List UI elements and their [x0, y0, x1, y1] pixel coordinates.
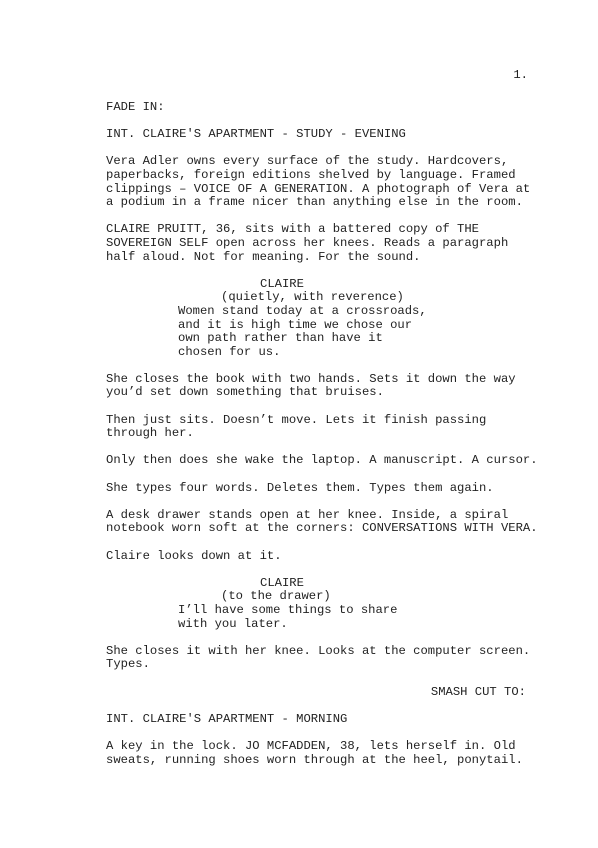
character-cue: CLAIRE — [260, 575, 304, 590]
scene-heading: INT. CLAIRE'S APARTMENT - MORNING — [106, 711, 348, 726]
action-line: She types four words. Deletes them. Types them again. — [106, 480, 494, 495]
action-line: A desk drawer stands open at her knee. Inside, a spiral notebook worn soft at the corners: CONVERSATIONS WITH VERA. — [106, 507, 538, 536]
dialogue-line: I’ll have some things to share with you later. — [178, 602, 398, 631]
character-cue: CLAIRE — [260, 276, 304, 291]
scene-heading: INT. CLAIRE'S APARTMENT - STUDY - EVENING — [106, 127, 406, 142]
fade-in-transition: FADE IN: — [106, 100, 165, 114]
dialogue-block — [106, 577, 526, 631]
screenplay-body — [106, 100, 538, 767]
action-line: She closes the book with two hands. Sets it down the way you’d set down something that bruises. — [106, 371, 516, 400]
page-number: 1. — [513, 68, 528, 82]
parenthetical: (to the drawer) — [221, 589, 331, 604]
dialogue-block — [106, 278, 526, 360]
parenthetical: (quietly, with reverence) — [221, 290, 404, 305]
action-line: She closes it with her knee. Looks at the computer screen. Types. — [106, 643, 531, 672]
action-line: Vera Adler owns every surface of the study. Hardcovers, paperbacks, foreign editions shelved by language. Framed clippings – VOICE OF A GENERATION. A photograph of Vera at a podium in a frame nicer than anything else in the room. — [106, 154, 531, 210]
action-line: A key in the lock. JO MCFADDEN, 38, lets herself in. Old sweats, running shoes worn through at the heel, ponytail. — [106, 738, 523, 767]
action-line: Claire looks down at it. — [106, 548, 282, 563]
action-line: Then just sits. Doesn’t move. Lets it finish passing through her. — [106, 412, 487, 441]
action-line: Only then does she wake the laptop. A manuscript. A cursor. — [106, 453, 538, 468]
action-line: CLAIRE PRUITT, 36, sits with a battered copy of THE SOVEREIGN SELF open across her knees. Reads a paragraph half aloud. Not for meaning. For the sound. — [106, 222, 509, 264]
transition: SMASH CUT TO: — [430, 684, 526, 699]
dialogue-line: Women stand today at a crossroads, and it is high time we chose our own path rather than have it chosen for us. — [178, 303, 427, 359]
